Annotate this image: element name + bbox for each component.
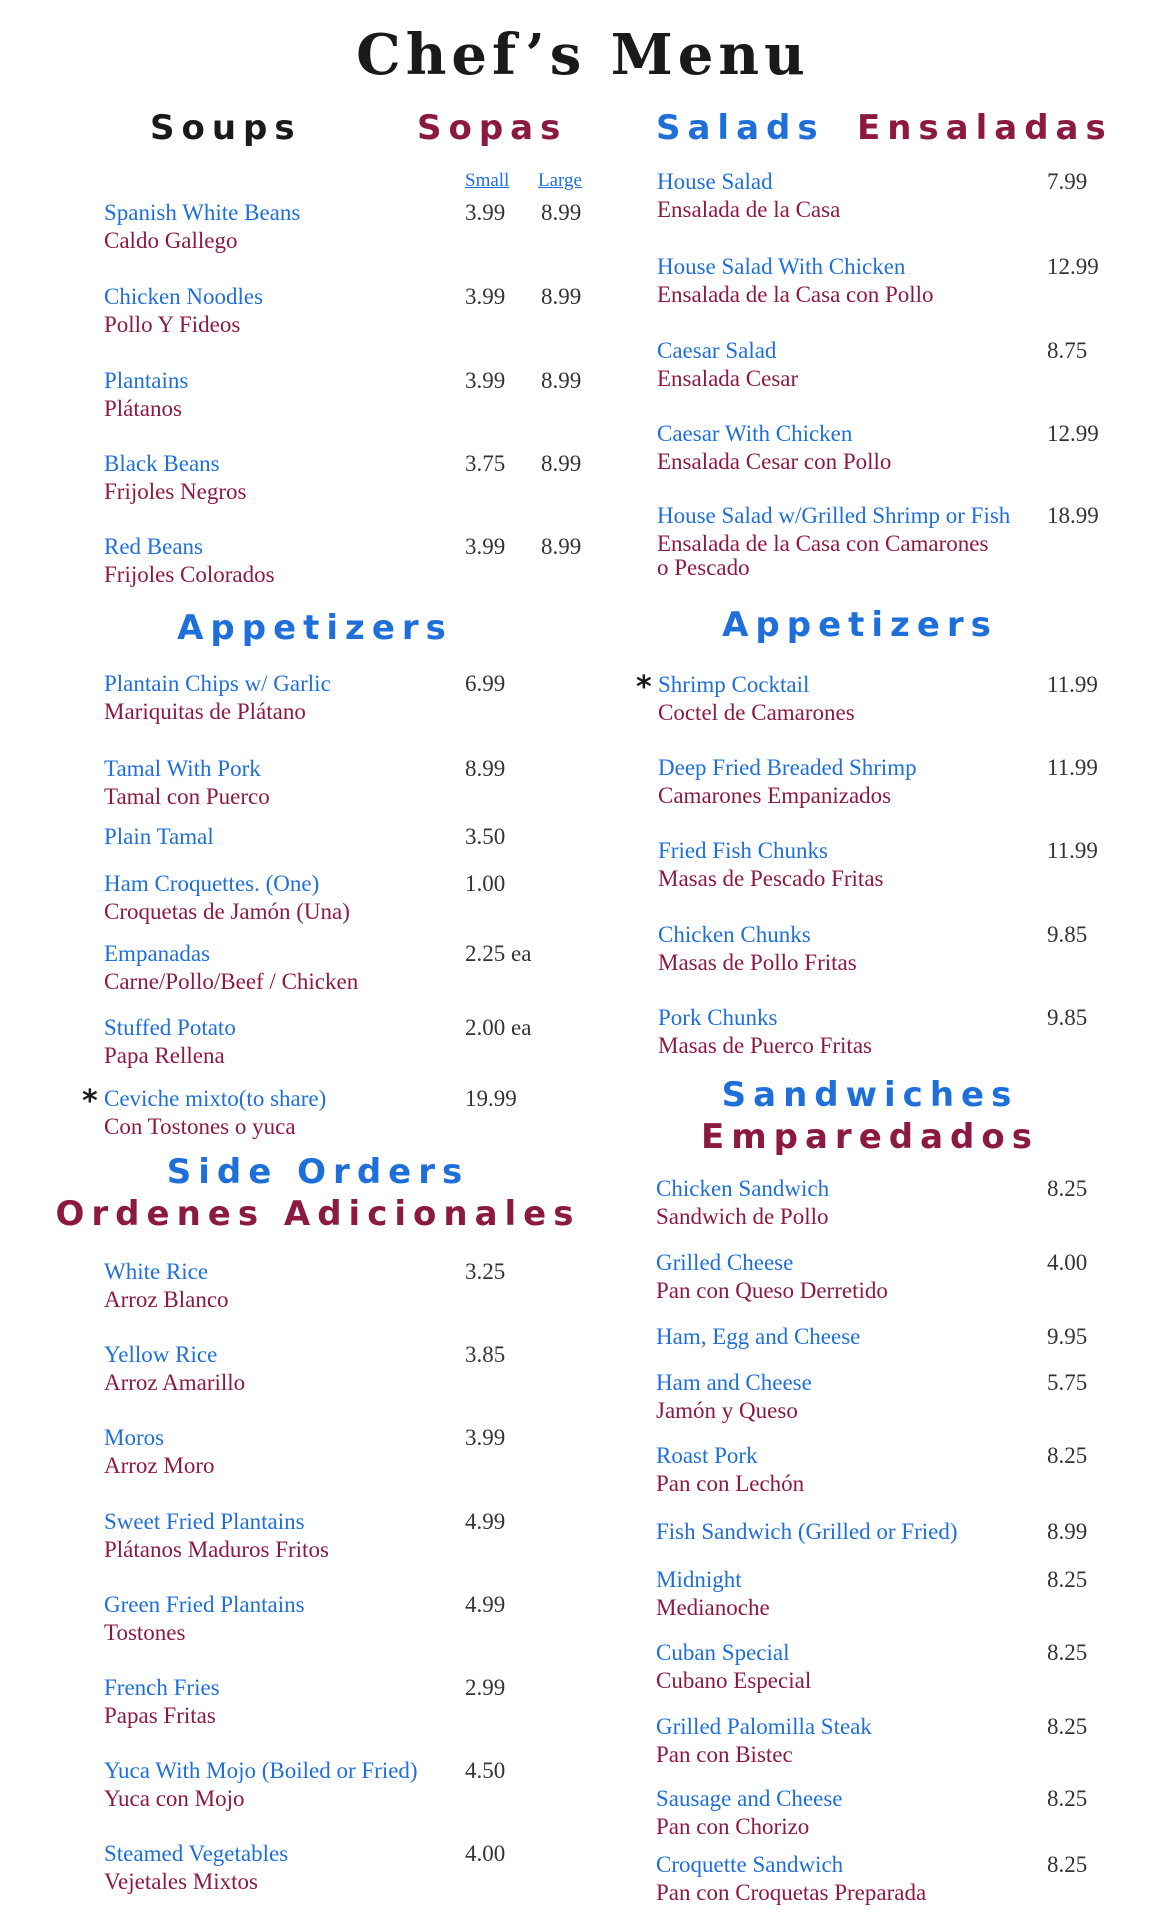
menu-item [658,671,855,727]
item-name-en: Sausage and Cheese [656,1786,843,1811]
item-price: 5.75 [1047,1370,1088,1395]
item-price: 8.25 [1047,1714,1088,1739]
item-name-en: Plantains [104,368,189,393]
item-name-en: Deep Fried Breaded Shrimp [658,755,917,780]
item-price: 11.99 [1047,838,1098,863]
item-price: 2.00 ea [465,1015,532,1040]
price-large: 8.99 [541,200,582,225]
menu-item [656,1851,926,1907]
price-small: 3.99 [465,200,506,225]
item-name-es: o Pescado [657,555,750,580]
item-name-es: Pan con Lechón [656,1471,805,1496]
menu-item [104,870,350,926]
item-name-en: Grilled Palomilla Steak [656,1714,872,1739]
menu-item [104,1085,326,1141]
item-name-en: Ham and Cheese [656,1370,812,1395]
item-name-en: Pork Chunks [658,1005,778,1030]
item-price: 11.99 [1047,755,1098,780]
ordenes-adicionales-heading: Ordenes Adicionales [55,1194,581,1234]
item-name-es: Caldo Gallego [104,228,238,253]
menu-item [658,754,917,810]
item-name-es: Ensalada Cesar [657,366,799,391]
item-price: 4.99 [465,1509,506,1534]
price-small: 3.99 [465,368,506,393]
item-price: 3.50 [465,824,506,849]
item-price: 12.99 [1047,421,1099,446]
asterisk-mark: * [82,1084,98,1119]
item-name-es: Ensalada de la Casa [657,197,841,222]
item-name-en: Steamed Vegetables [104,1841,289,1866]
item-name-en: Ham Croquettes. (One) [104,871,320,896]
item-name-en: Chicken Sandwich [656,1176,830,1201]
menu-item [104,283,263,339]
item-name-es: Pan con Queso Derretido [656,1278,888,1303]
item-name-en: Fried Fish Chunks [658,838,828,863]
item-name-en: House Salad w/Grilled Shrimp or Fish [657,503,1011,528]
menu-item [658,921,857,977]
item-price: 4.50 [465,1758,506,1783]
salads-heading: Salads [656,108,825,148]
appetizers-left-heading: Appetizers [177,608,453,648]
item-name-es: Plátanos [104,396,182,421]
item-price: 3.25 [465,1259,506,1284]
item-name-es: Con Tostones o yuca [104,1114,296,1139]
item-price: 11.99 [1047,672,1098,697]
menu-item [656,1369,812,1425]
item-price: 7.99 [1047,169,1088,194]
item-name-es: Arroz Amarillo [104,1370,246,1395]
item-price: 4.00 [1047,1250,1088,1275]
item-name-es: Ensalada Cesar con Pollo [657,449,892,474]
item-price: 9.85 [1047,1005,1088,1030]
menu-item [656,1323,860,1351]
item-price: 4.99 [465,1592,506,1617]
item-name-en: Plantain Chips w/ Garlic [104,671,331,696]
price-large: 8.99 [541,284,582,309]
price-small: 3.75 [465,451,506,476]
item-price: 8.25 [1047,1176,1088,1201]
menu-item [104,1258,229,1314]
item-name-en: Yuca With Mojo (Boiled or Fried) [104,1758,418,1783]
item-name-es: Camarones Empanizados [658,783,892,808]
item-name-en: House Salad [657,169,773,194]
item-name-es: Jamón y Queso [656,1398,798,1423]
item-name-en: Empanadas [104,941,211,966]
sopas-heading: Sopas [417,108,568,148]
item-name-en: Spanish White Beans [104,200,301,225]
item-name-es: Tamal con Puerco [104,784,270,809]
menu-item [658,837,884,893]
menu-item [104,940,358,996]
item-name-en: Black Beans [104,451,220,476]
menu-item [104,1674,220,1730]
price-small: 3.99 [465,284,506,309]
item-price: 19.99 [465,1086,517,1111]
item-price: 8.25 [1047,1443,1088,1468]
item-name-en: Ceviche mixto(to share) [104,1086,327,1111]
item-name-en: Grilled Cheese [656,1250,794,1275]
menu-item [104,1840,288,1896]
menu-item [656,1566,770,1622]
menu-item [657,502,1010,582]
price-large: 8.99 [541,451,582,476]
item-name-en: House Salad With Chicken [657,254,906,279]
item-price: 8.25 [1047,1640,1088,1665]
asterisk-mark: * [636,670,652,705]
item-name-es: Papa Rellena [104,1043,225,1068]
item-name-en: Midnight [656,1567,742,1592]
item-name-en: Fish Sandwich (Grilled or Fried) [656,1519,958,1544]
item-name-en: Shrimp Cocktail [658,672,810,697]
item-name-en: French Fries [104,1675,220,1700]
menu-item [657,337,798,393]
side-orders-heading: Side Orders [166,1152,470,1192]
item-price: 8.25 [1047,1786,1088,1811]
emparedados-heading: Emparedados [701,1117,1039,1157]
item-name-en: Croquette Sandwich [656,1852,844,1877]
menu-item [657,420,891,476]
item-name-en: Ham, Egg and Cheese [656,1324,861,1349]
item-name-es: Pollo Y Fideos [104,312,241,337]
item-name-en: Yellow Rice [104,1342,218,1367]
page-title: Chef’s Menu [356,22,810,88]
menu-item [104,1014,236,1070]
item-name-en: Caesar With Chicken [657,421,853,446]
item-name-en: Roast Pork [656,1443,758,1468]
item-name-es: Cubano Especial [656,1668,812,1693]
item-price: 8.25 [1047,1567,1088,1592]
item-name-en: Green Fried Plantains [104,1592,305,1617]
item-price: 9.85 [1047,922,1088,947]
item-name-es: Pan con Bistec [656,1742,793,1767]
item-price: 6.99 [465,671,506,696]
price-small: 3.99 [465,534,506,559]
menu-item [656,1639,811,1695]
menu-item [104,199,300,255]
item-name-en: Sweet Fried Plantains [104,1509,305,1534]
item-name-es: Pan con Chorizo [656,1814,810,1839]
item-name-es: Pan con Croquetas Preparada [656,1880,927,1905]
menu-item [104,823,214,851]
item-name-en: Cuban Special [656,1640,790,1665]
item-name-en: Chicken Chunks [658,922,811,947]
item-name-es: Plátanos Maduros Fritos [104,1537,329,1562]
item-price: 2.99 [465,1675,506,1700]
item-name-en: Red Beans [104,534,204,559]
item-price: 4.00 [465,1841,506,1866]
price-large: 8.99 [541,534,582,559]
menu-item [104,1424,215,1480]
item-name-es: Croquetas de Jamón (Una) [104,899,350,924]
item-name-es: Masas de Pollo Fritas [658,950,857,975]
item-name-es: Papas Fritas [104,1703,216,1728]
menu-item [104,367,188,423]
menu-item [104,670,331,726]
small-column-header: Small [465,170,510,191]
item-name-en: Tamal With Pork [104,756,261,781]
item-name-es: Arroz Blanco [104,1287,229,1312]
ensaladas-heading: Ensaladas [857,108,1113,148]
item-name-es: Masas de Pescado Fritas [658,866,884,891]
item-price: 9.95 [1047,1324,1088,1349]
menu-item [104,1591,305,1647]
item-name-es: Carne/Pollo/Beef / Chicken [104,969,359,994]
item-name-en: Stuffed Potato [104,1015,236,1040]
item-price: 12.99 [1047,254,1099,279]
item-name-es: Vejetales Mixtos [104,1869,258,1894]
item-price: 8.99 [1047,1519,1088,1544]
item-name-en: White Rice [104,1259,209,1284]
menu-item [104,533,275,589]
menu-item [656,1785,843,1841]
menu-item [657,253,934,309]
menu-item [656,1713,872,1769]
item-name-es: Mariquitas de Plátano [104,699,306,724]
item-name-en: Caesar Salad [657,338,777,363]
item-price: 3.85 [465,1342,506,1367]
item-name-en: Chicken Noodles [104,284,264,309]
item-name-es: Yuca con Mojo [104,1786,245,1811]
item-name-es: Tostones [104,1620,186,1645]
item-price: 3.99 [465,1425,506,1450]
menu-item [104,1508,329,1564]
item-name-en: Plain Tamal [104,824,214,849]
item-name-es: Arroz Moro [104,1453,215,1478]
item-name-es: Coctel de Camarones [658,700,855,725]
item-price: 8.25 [1047,1852,1088,1877]
menu-item [656,1518,958,1546]
item-name-es: Medianoche [656,1595,770,1620]
item-name-en: Moros [104,1425,165,1450]
item-price: 1.00 [465,871,506,896]
sandwiches-heading: Sandwiches [721,1075,1019,1115]
item-name-es: Frijoles Negros [104,479,247,504]
item-name-es: Masas de Puerco Fritas [658,1033,872,1058]
menu-item [658,1004,872,1060]
menu-item [104,1757,418,1813]
price-large: 8.99 [541,368,582,393]
soups-heading: Soups [150,108,302,148]
item-name-es: Ensalada de la Casa con Pollo [657,282,934,307]
menu-item [656,1249,888,1305]
item-price: 18.99 [1047,503,1099,528]
item-price: 2.25 ea [465,941,532,966]
menu-item [104,450,246,506]
appetizers-right-heading: Appetizers [722,605,998,645]
menu-item [656,1175,829,1231]
item-price: 8.75 [1047,338,1088,363]
menu-item [104,1341,245,1397]
item-name-es: Sandwich de Pollo [656,1204,829,1229]
large-column-header: Large [538,170,582,191]
menu-item [656,1442,804,1498]
item-price: 8.99 [465,756,506,781]
menu-item [104,755,270,811]
item-name-es: Frijoles Colorados [104,562,275,587]
item-name-es: Ensalada de la Casa con Camarones [657,531,989,556]
menu-item [657,168,840,224]
